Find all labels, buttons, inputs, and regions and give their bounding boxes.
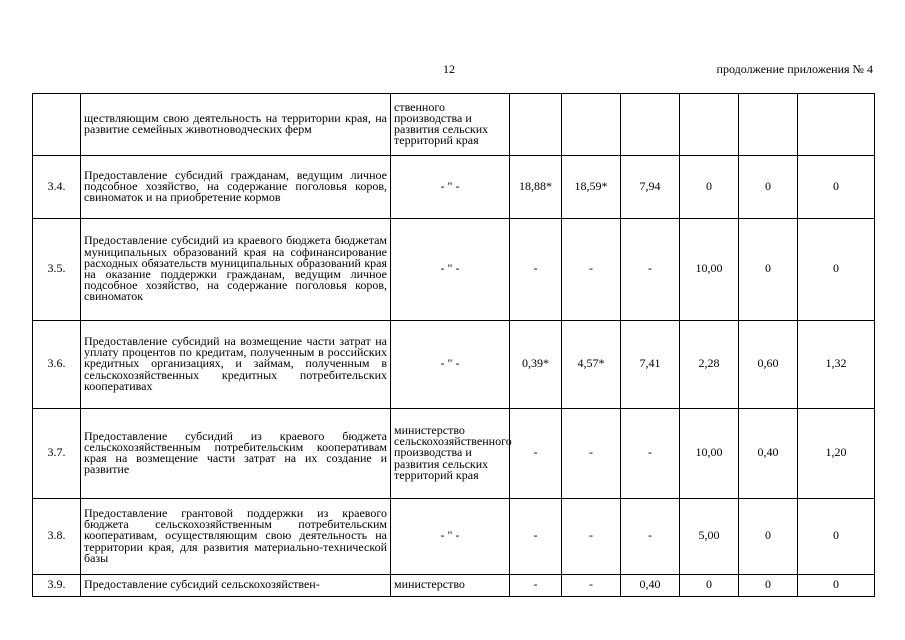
funding-value-cell: 0,40 (621, 575, 680, 597)
table-row (33, 499, 875, 575)
funding-value-cell: 10,00 (680, 219, 739, 321)
funding-value-cell: - (510, 409, 562, 499)
executor-cell: министерство сельскохозяйственного производства и развития сельских территорий края (391, 409, 510, 499)
funding-value-cell: - (510, 575, 562, 597)
funding-value-cell: 7,94 (621, 156, 680, 219)
funding-value-cell (621, 94, 680, 156)
funding-value-cell: 0 (798, 156, 875, 219)
funding-value-cell: - (621, 499, 680, 575)
funding-value-cell: 0 (798, 499, 875, 575)
executor-cell: - " - (391, 499, 510, 575)
funding-value-cell: - (510, 219, 562, 321)
measure-description-cell: Предоставление субсидий на возмещение части затрат на уплату процентов по кредитам, полученным в российских кредитных организациях, и займам, полученным в сельскохозяйственных кредитных потребительских кооперативах (81, 321, 391, 409)
funding-value-cell: 18,59* (562, 156, 621, 219)
measure-description-cell: Предоставление субсидий из краевого бюджета бюджетам муниципальных образований края на софинансирование расходных обязательств муниципальных образований края на оказание поддержки гражданам, ведущим личное подсобное хозяйство, на содержание поголовья коров, свиноматок (81, 219, 391, 321)
row-number-cell: 3.4. (33, 156, 81, 219)
executor-cell: - " - (391, 321, 510, 409)
row-number-cell: 3.8. (33, 499, 81, 575)
funding-value-cell (562, 94, 621, 156)
funding-value-cell: 0 (798, 219, 875, 321)
measure-description-cell: ществляющим свою деятельность на территории края, на развитие семейных животноводческих ферм (81, 94, 391, 156)
funding-value-cell: - (562, 409, 621, 499)
funding-value-cell: 0 (739, 499, 798, 575)
funding-value-cell: 2,28 (680, 321, 739, 409)
funding-value-cell: 0,40 (739, 409, 798, 499)
table-row (33, 575, 875, 597)
funding-value-cell: - (510, 499, 562, 575)
table-row (33, 321, 875, 409)
funding-value-cell (680, 94, 739, 156)
funding-value-cell: 1,32 (798, 321, 875, 409)
funding-value-cell: 0 (739, 156, 798, 219)
funding-value-cell: - (562, 499, 621, 575)
table-row (33, 219, 875, 321)
funding-value-cell: 5,00 (680, 499, 739, 575)
measure-description-cell: Предоставление субсидий гражданам, ведущим личное подсобное хозяйство, на содержание поголовья коров, свиноматок и на приобретение кормов (81, 156, 391, 219)
funding-value-cell: 0 (739, 575, 798, 597)
funding-value-cell (510, 94, 562, 156)
program-measures-table (32, 93, 875, 597)
appendix-continuation-label: продолжение приложения № 4 (716, 62, 873, 76)
table-row (33, 156, 875, 219)
funding-value-cell: 10,00 (680, 409, 739, 499)
funding-value-cell (739, 94, 798, 156)
funding-value-cell: - (621, 409, 680, 499)
row-number-cell: 3.7. (33, 409, 81, 499)
funding-value-cell: - (562, 219, 621, 321)
table-body (33, 94, 875, 597)
page-number: 12 (443, 62, 455, 76)
executor-cell: ственного производства и развития сельских территорий края (391, 94, 510, 156)
funding-value-cell: 1,20 (798, 409, 875, 499)
funding-value-cell: 18,88* (510, 156, 562, 219)
funding-value-cell: 0 (739, 219, 798, 321)
funding-value-cell: 0 (680, 575, 739, 597)
funding-value-cell: 0 (680, 156, 739, 219)
measure-description-cell: Предоставление грантовой поддержки из краевого бюджета сельскохозяйственным потребительским кооперативам, осуществляющим свою деятельность на территории края, для развития материально-технической базы (81, 499, 391, 575)
funding-value-cell: 0,60 (739, 321, 798, 409)
funding-value-cell: - (562, 575, 621, 597)
funding-value-cell: 7,41 (621, 321, 680, 409)
measure-description-cell: Предоставление субсидий из краевого бюджета сельскохозяйственным потребительским кооперативам края на возмещение части затрат на их создание и развитие (81, 409, 391, 499)
row-number-cell: 3.6. (33, 321, 81, 409)
executor-cell: - " - (391, 156, 510, 219)
measure-description-cell: Предоставление субсидий сельскохозяйствен- (81, 575, 391, 597)
row-number-cell: 3.9. (33, 575, 81, 597)
table-row (33, 94, 875, 156)
executor-cell: министерство (391, 575, 510, 597)
funding-value-cell (798, 94, 875, 156)
funding-value-cell: 0 (798, 575, 875, 597)
executor-cell: - " - (391, 219, 510, 321)
table-row (33, 409, 875, 499)
funding-value-cell: - (621, 219, 680, 321)
row-number-cell: 3.5. (33, 219, 81, 321)
funding-value-cell: 4,57* (562, 321, 621, 409)
funding-value-cell: 0,39* (510, 321, 562, 409)
row-number-cell (33, 94, 81, 156)
